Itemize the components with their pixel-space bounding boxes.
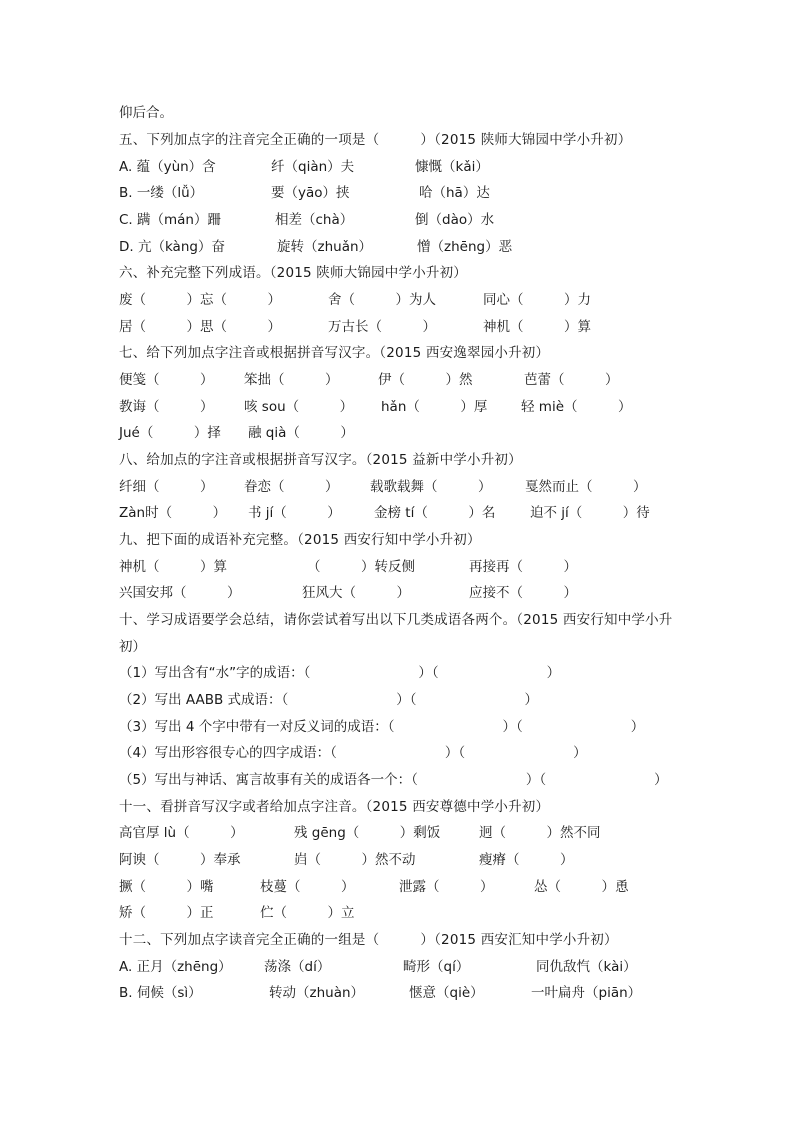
question-8-heading: [119, 450, 522, 470]
fill-cell: 戛然而止（ ）: [525, 479, 647, 495]
option-cell: C. 蹒（mán）跚: [119, 212, 221, 228]
question-11-heading: [119, 797, 549, 817]
question-5-heading: [119, 130, 631, 150]
sub-question: [119, 770, 668, 790]
sub-question: [119, 690, 538, 710]
fill-cell: 伊（ ）然: [378, 372, 473, 388]
question-6-heading: [119, 263, 467, 283]
fill-cell: 神机（ ）算: [483, 319, 591, 335]
option-cell: 惬意（qiè）: [409, 985, 484, 1001]
fill-cell: 同心（ ）力: [483, 292, 591, 308]
fill-cell: 高官厚 lù（ ）: [119, 825, 244, 841]
fill-cell: 伫（ ）立: [260, 905, 355, 921]
question-7-heading: [119, 343, 549, 363]
fill-cell: 咳 sou（ ）: [244, 399, 354, 415]
heading-text: 五、下列加点字的注音完全正确的一项是（ ）（2015 陕师大锦园中学小升初）: [119, 132, 632, 148]
option-cell: 慷慨（kǎi）: [415, 159, 489, 175]
option-cell: 转动（zhuàn）: [269, 985, 365, 1001]
sub-question: [119, 717, 644, 737]
text-line: [119, 637, 146, 657]
fill-cell: 纤细（ ）: [119, 479, 214, 495]
fill-cell: 再接再（ ）: [469, 559, 577, 575]
fill-cell: 笨拙（ ）: [244, 372, 339, 388]
heading-text: 九、把下面的成语补充完整。（2015 西安行知中学小升初）: [119, 532, 481, 548]
option-cell: A. 蕴（yùn）含: [119, 159, 216, 175]
fill-cell: 轻 miè（ ）: [521, 399, 632, 415]
heading-text: 十一、看拼音写汉字或者给加点字注音。（2015 西安尊德中学小升初）: [119, 799, 550, 815]
heading-text: 十二、下列加点字读音完全正确的一组是（ ）（2015 西安汇知中学小升初）: [119, 932, 618, 948]
fill-cell: 枝蔓（ ）: [260, 879, 355, 895]
text-line: [119, 103, 173, 123]
option-cell: 一叶扁舟（piān）: [531, 985, 642, 1001]
fill-cell: 矫（ ）正: [119, 905, 214, 921]
option-cell: 同仇敌忾（kài）: [536, 959, 637, 975]
fill-cell: 迫不 jí（ ）待: [530, 505, 650, 521]
heading-text: 十、学习成语要学会总结，请你尝试着写出以下几类成语各两个。（2015 西安行知中学小升: [119, 612, 673, 628]
option-cell: B. 一缕（lǚ）: [119, 185, 204, 201]
fill-cell: 神机（ ）算: [119, 559, 227, 575]
question-10-heading: [119, 610, 673, 630]
line-text: 初）: [119, 639, 146, 655]
option-cell: D. 亢（kàng）奋: [119, 239, 225, 255]
fill-cell: 废（ ）忘（ ）: [119, 292, 281, 308]
fill-cell: 瘦瘠（ ）: [479, 852, 574, 868]
heading-text: 八、给加点的字注音或根据拼音写汉字。（2015 益新中学小升初）: [119, 452, 522, 468]
fill-cell: 居（ ）思（ ）: [119, 319, 281, 335]
question-12-heading: [119, 930, 618, 950]
fill-cell: 舍（ ）为人: [328, 292, 436, 308]
fill-cell: 狂风大（ ）: [302, 585, 410, 601]
fill-cell: 阿谀（ ）奉承: [119, 852, 241, 868]
option-cell: 荡涤（dí）: [264, 959, 331, 975]
option-cell: 旋转（zhuǎn）: [277, 239, 373, 255]
line-text: （4）写出形容很专心的四字成语：（ ）（ ）: [119, 745, 587, 761]
fill-cell: 金榜 tí（ ）名: [374, 505, 496, 521]
fill-cell: 书 jí（ ）: [248, 505, 341, 521]
option-cell: 憎（zhēng）恶: [417, 239, 513, 255]
heading-text: 七、给下列加点字注音或根据拼音写汉字。（2015 西安逸翠园小升初）: [119, 345, 550, 361]
fill-cell: 迥（ ）然不同: [479, 825, 601, 841]
fill-cell: 万古长（ ）: [328, 319, 436, 335]
fill-cell: Jué（ ）择: [119, 425, 221, 441]
line-text: （3）写出 4 个字中带有一对反义词的成语：（ ）（ ）: [119, 719, 645, 735]
line-text: （2）写出 AABB 式成语：（ ）（ ）: [119, 692, 539, 708]
fill-cell: 芭蕾（ ）: [524, 372, 619, 388]
sub-question: [119, 743, 587, 763]
line-text: （1）写出含有“水”字的成语：（ ）（ ）: [119, 665, 561, 681]
option-cell: A. 正月（zhēng）: [119, 959, 232, 975]
fill-cell: （ ）转反侧: [307, 559, 415, 575]
option-cell: 相差（chà）: [275, 212, 354, 228]
fill-cell: 怂（ ）恿: [534, 879, 629, 895]
fill-cell: 便笺（ ）: [119, 372, 214, 388]
option-cell: 要（yāo）挟: [271, 185, 350, 201]
fill-cell: 岿（ ）然不动: [294, 852, 416, 868]
fill-cell: 应接不（ ）: [469, 585, 577, 601]
option-cell: 纤（qiàn）夫: [271, 159, 355, 175]
fill-cell: hǎn（ ）厚: [381, 399, 488, 415]
option-cell: 畸形（qí）: [403, 959, 470, 975]
fill-cell: Zàn时（ ）: [119, 505, 227, 521]
heading-text: 六、补充完整下列成语。（2015 陕师大锦园中学小升初）: [119, 265, 467, 281]
option-cell: 哈（hā）达: [419, 185, 490, 201]
fill-cell: 泄露（ ）: [399, 879, 494, 895]
fill-cell: 教诲（ ）: [119, 399, 214, 415]
fill-cell: 眷恋（ ）: [244, 479, 339, 495]
line-text: （5）写出与神话、寓言故事有关的成语各一个：（ ）（ ）: [119, 772, 668, 788]
line-text: 仰后合。: [119, 105, 173, 121]
fill-cell: 融 qià（ ）: [248, 425, 354, 441]
fill-cell: 残 gēng（ ）剩饭: [294, 825, 441, 841]
sub-question: [119, 663, 560, 683]
fill-cell: 撅（ ）嘴: [119, 879, 214, 895]
option-cell: B. 伺候（sì）: [119, 985, 202, 1001]
fill-cell: 载歌载舞（ ）: [370, 479, 492, 495]
option-cell: 倒（dào）水: [415, 212, 495, 228]
question-9-heading: [119, 530, 481, 550]
fill-cell: 兴国安邦（ ）: [119, 585, 241, 601]
